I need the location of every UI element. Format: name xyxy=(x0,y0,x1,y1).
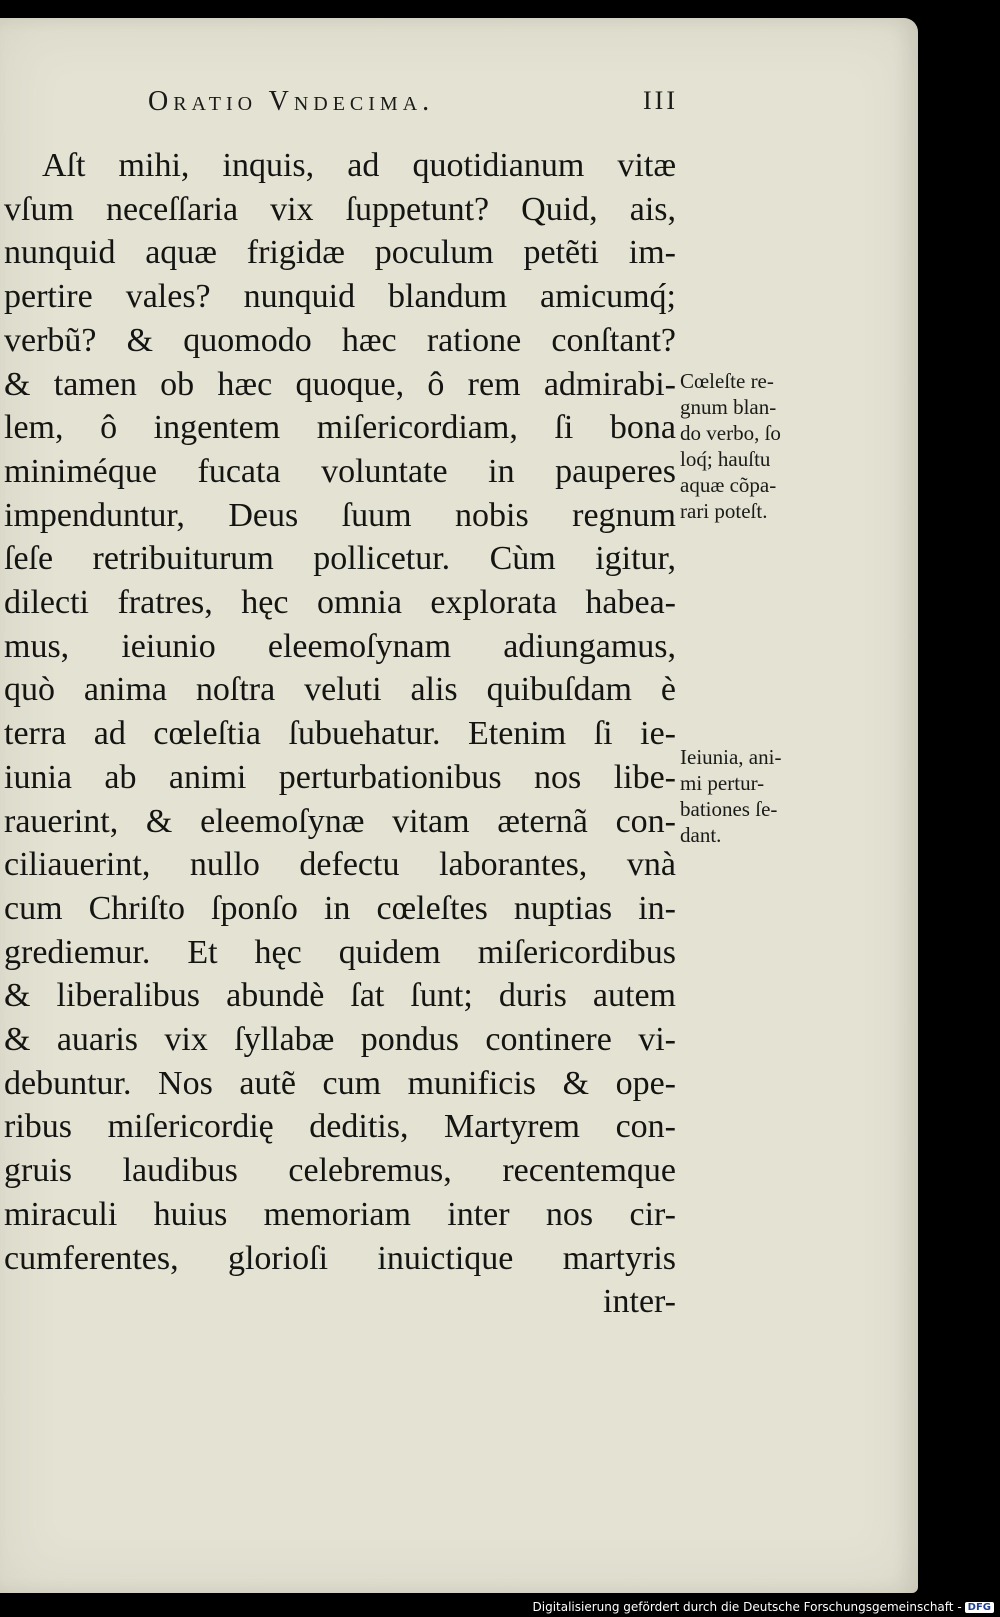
text-line: Aſt mihi, inquis, ad quotidianum vitæ xyxy=(42,147,676,184)
text-line: & tamen ob hæc quoque, ô rem admirabi- xyxy=(4,365,676,403)
text-line: vſum neceſſaria vix ſuppetunt? Quid, ais, xyxy=(4,190,676,228)
credit-text: Digitalisierung gefördert durch die Deutsche Forschungsgemeinschaft - xyxy=(532,1600,962,1614)
text-line: gruis laudibus celebremus, recentemque xyxy=(4,1152,676,1190)
text-line: iunia ab animi perturbationibus nos libe- xyxy=(4,758,676,796)
text-line: ſeſe retribuiturum pollicetur. Cùm igitur, xyxy=(4,540,676,578)
text-line: impenduntur, Deus ſuum nobis regnum xyxy=(4,496,676,534)
margin-note-line: Ieiunia, ani- xyxy=(680,745,782,769)
margin-note-line: mi pertur- xyxy=(680,771,765,795)
text-line: miniméque fucata voluntate in pauperes xyxy=(4,452,676,490)
margin-note xyxy=(680,368,820,524)
digitization-credit xyxy=(533,1600,995,1614)
main-text-block xyxy=(4,144,676,1324)
margin-note xyxy=(680,744,820,848)
text-line: ribus miſericordię deditis, Martyrem con- xyxy=(4,1108,676,1146)
text-line: quò anima noſtra veluti alis quibuſdam è xyxy=(4,671,676,709)
page-number: III xyxy=(643,86,678,115)
text-line: grediemur. Et hęc quidem miſericordibus xyxy=(4,933,676,971)
text-line: rauerint, & eleemoſynæ vitam æternã con- xyxy=(4,802,676,840)
margin-note-line: Cœleſte re- xyxy=(680,369,774,393)
text-line: mus, ieiunio eleemoſynam adiungamus, xyxy=(4,627,676,665)
margin-note-line: bationes ſe- xyxy=(680,797,778,821)
text-line: cumferentes, glorioſi inuictique martyris xyxy=(4,1239,676,1277)
text-line: & liberalibus abundè ſat ſunt; duris autem xyxy=(4,977,676,1015)
catchword: inter- xyxy=(603,1283,676,1321)
text-line: debuntur. Nos autẽ cum munificis & ope- xyxy=(4,1064,676,1102)
text-line: lem, ô ingentem miſericordiam, ſi bona xyxy=(4,409,676,447)
margin-note-line: gnum blan- xyxy=(680,395,777,419)
text-line: verbũ? & quomodo hæc ratione conſtant? xyxy=(4,321,676,359)
margin-note-line: dant. xyxy=(680,823,722,847)
text-line: pertire vales? nunquid blandum amicumq́; xyxy=(4,278,676,316)
text-line: terra ad cœleſtia ſubuehatur. Etenim ſi ie- xyxy=(4,715,676,753)
text-line: dilecti fratres, hęc omnia explorata habea- xyxy=(4,584,676,622)
text-line: nunquid aquæ frigidæ poculum petẽti im- xyxy=(4,234,676,272)
margin-note-line: rari poteſt. xyxy=(680,499,768,523)
running-title: Oratio Vndecima. xyxy=(148,86,435,117)
text-line: cum Chriſto ſponſo in cœleſtes nuptias in- xyxy=(4,889,676,927)
book-page xyxy=(0,18,918,1593)
text-line: & auaris vix ſyllabæ pondus continere vi- xyxy=(4,1021,676,1059)
margin-note-line: loq́; hauſtu xyxy=(680,447,771,471)
margin-note-line: do verbo, ſo xyxy=(680,421,781,445)
page-header xyxy=(148,86,678,126)
text-line: ciliauerint, nullo defectu laborantes, vnà xyxy=(4,846,676,884)
dfg-logo-icon: DFG xyxy=(965,1602,994,1613)
text-line: miraculi huius memoriam inter nos cir- xyxy=(4,1195,676,1233)
margin-note-line: aquæ cõpa- xyxy=(680,473,777,497)
